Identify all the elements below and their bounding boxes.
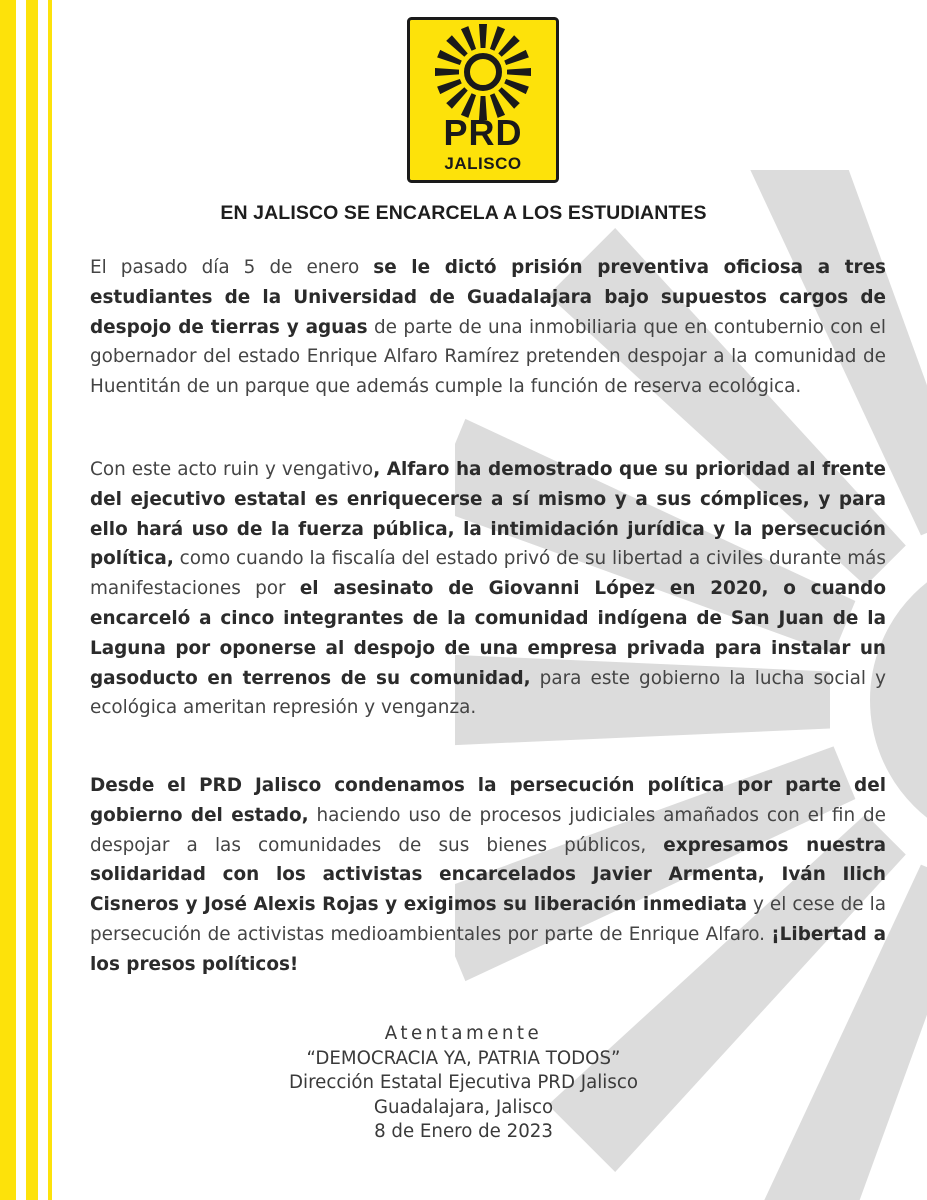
signature-location: Guadalajara, Jalisco — [373, 1096, 554, 1118]
page-title: EN JALISCO SE ENCARCELA A LOS ESTUDIANTES — [220, 202, 707, 224]
paragraph-2-text-2: como cuando la fiscalía del estado privó de su libertad a civiles durante más manifestaciones por — [90, 548, 886, 600]
paragraph-2-bold-1: , Alfaro ha demostrado que su prioridad al frente del ejecutivo estatal es enriquecerse a sí mismo y a sus cómplices, y para ello hará uso de la fuerza pública, la intimidación jurídica y la persecución política, — [90, 459, 886, 570]
paragraph-3-text-1: haciendo uso de procesos judiciales amañados con el fin de despojar a las comunidades de sus bienes públicos, — [90, 804, 886, 856]
signature-greeting: Atentamente — [384, 1023, 543, 1044]
paragraph-1-bold-1: se le dictó prisión preventiva oficiosa a tres estudiantes de la Universidad de Guadalajara bajo supuestos cargos de despojo de tierras y aguas — [90, 257, 887, 338]
left-stripe-thin — [48, 0, 52, 1200]
paragraph-2 — [90, 455, 886, 723]
paragraph-3-text-2: y el cese de la persecución de activistas medioambientales por parte de Enrique Alfaro. — [90, 894, 886, 945]
paragraph-1-text-2: de parte de una inmobiliaria que en contubernio con el gobernador del estado Enrique Alfaro Ramírez pretenden despojar a la comunidad de Huentitán de un parque que además cumple la función de reserva ecológica. — [90, 316, 886, 398]
signature-date: 8 de Enero de 2023 — [374, 1121, 553, 1142]
logo-subtext: JALISCO — [444, 154, 522, 173]
signature-motto: “DEMOCRACIA YA, PATRIA TODOS” — [306, 1047, 621, 1069]
paragraph-1-text-1: El pasado día 5 de enero — [90, 257, 374, 278]
prd-jalisco-logo — [407, 17, 559, 183]
paragraph-3 — [90, 771, 886, 980]
paragraph-2-bold-2: el asesinato de Giovanni López en 2020, o cuando encarceló a cinco integrantes de la comunidad indígena de San Juan de la Laguna por oponerse al despojo de una empresa privada para instalar un gasoducto en terrenos de su comunidad, — [90, 578, 886, 689]
left-stripe-medium — [26, 0, 38, 1200]
left-stripe-wide — [0, 0, 16, 1200]
paragraph-1 — [90, 253, 886, 402]
logo-text: PRD — [443, 112, 523, 153]
paragraph-3-bold-3: ¡Libertad a los presos políticos! — [90, 923, 887, 975]
paragraph-3-bold-1: Desde el PRD Jalisco condenamos la persecución política por parte del gobierno del estado, — [90, 775, 886, 826]
signature-organization: Dirección Estatal Ejecutiva PRD Jalisco — [289, 1072, 638, 1093]
paragraph-3-bold-2: expresamos nuestra solidaridad con los activistas encarcelados Javier Armenta, Iván Ilich Cisneros y José Alexis Rojas y exigimos su liberación inmediata — [90, 834, 886, 916]
signature-block — [0, 1022, 927, 1145]
paragraph-2-text-3: para este gobierno la lucha social y ecológica ameritan represión y venganza. — [90, 667, 886, 719]
paragraph-2-text-1: Con este acto ruin y vengativo — [90, 459, 374, 480]
